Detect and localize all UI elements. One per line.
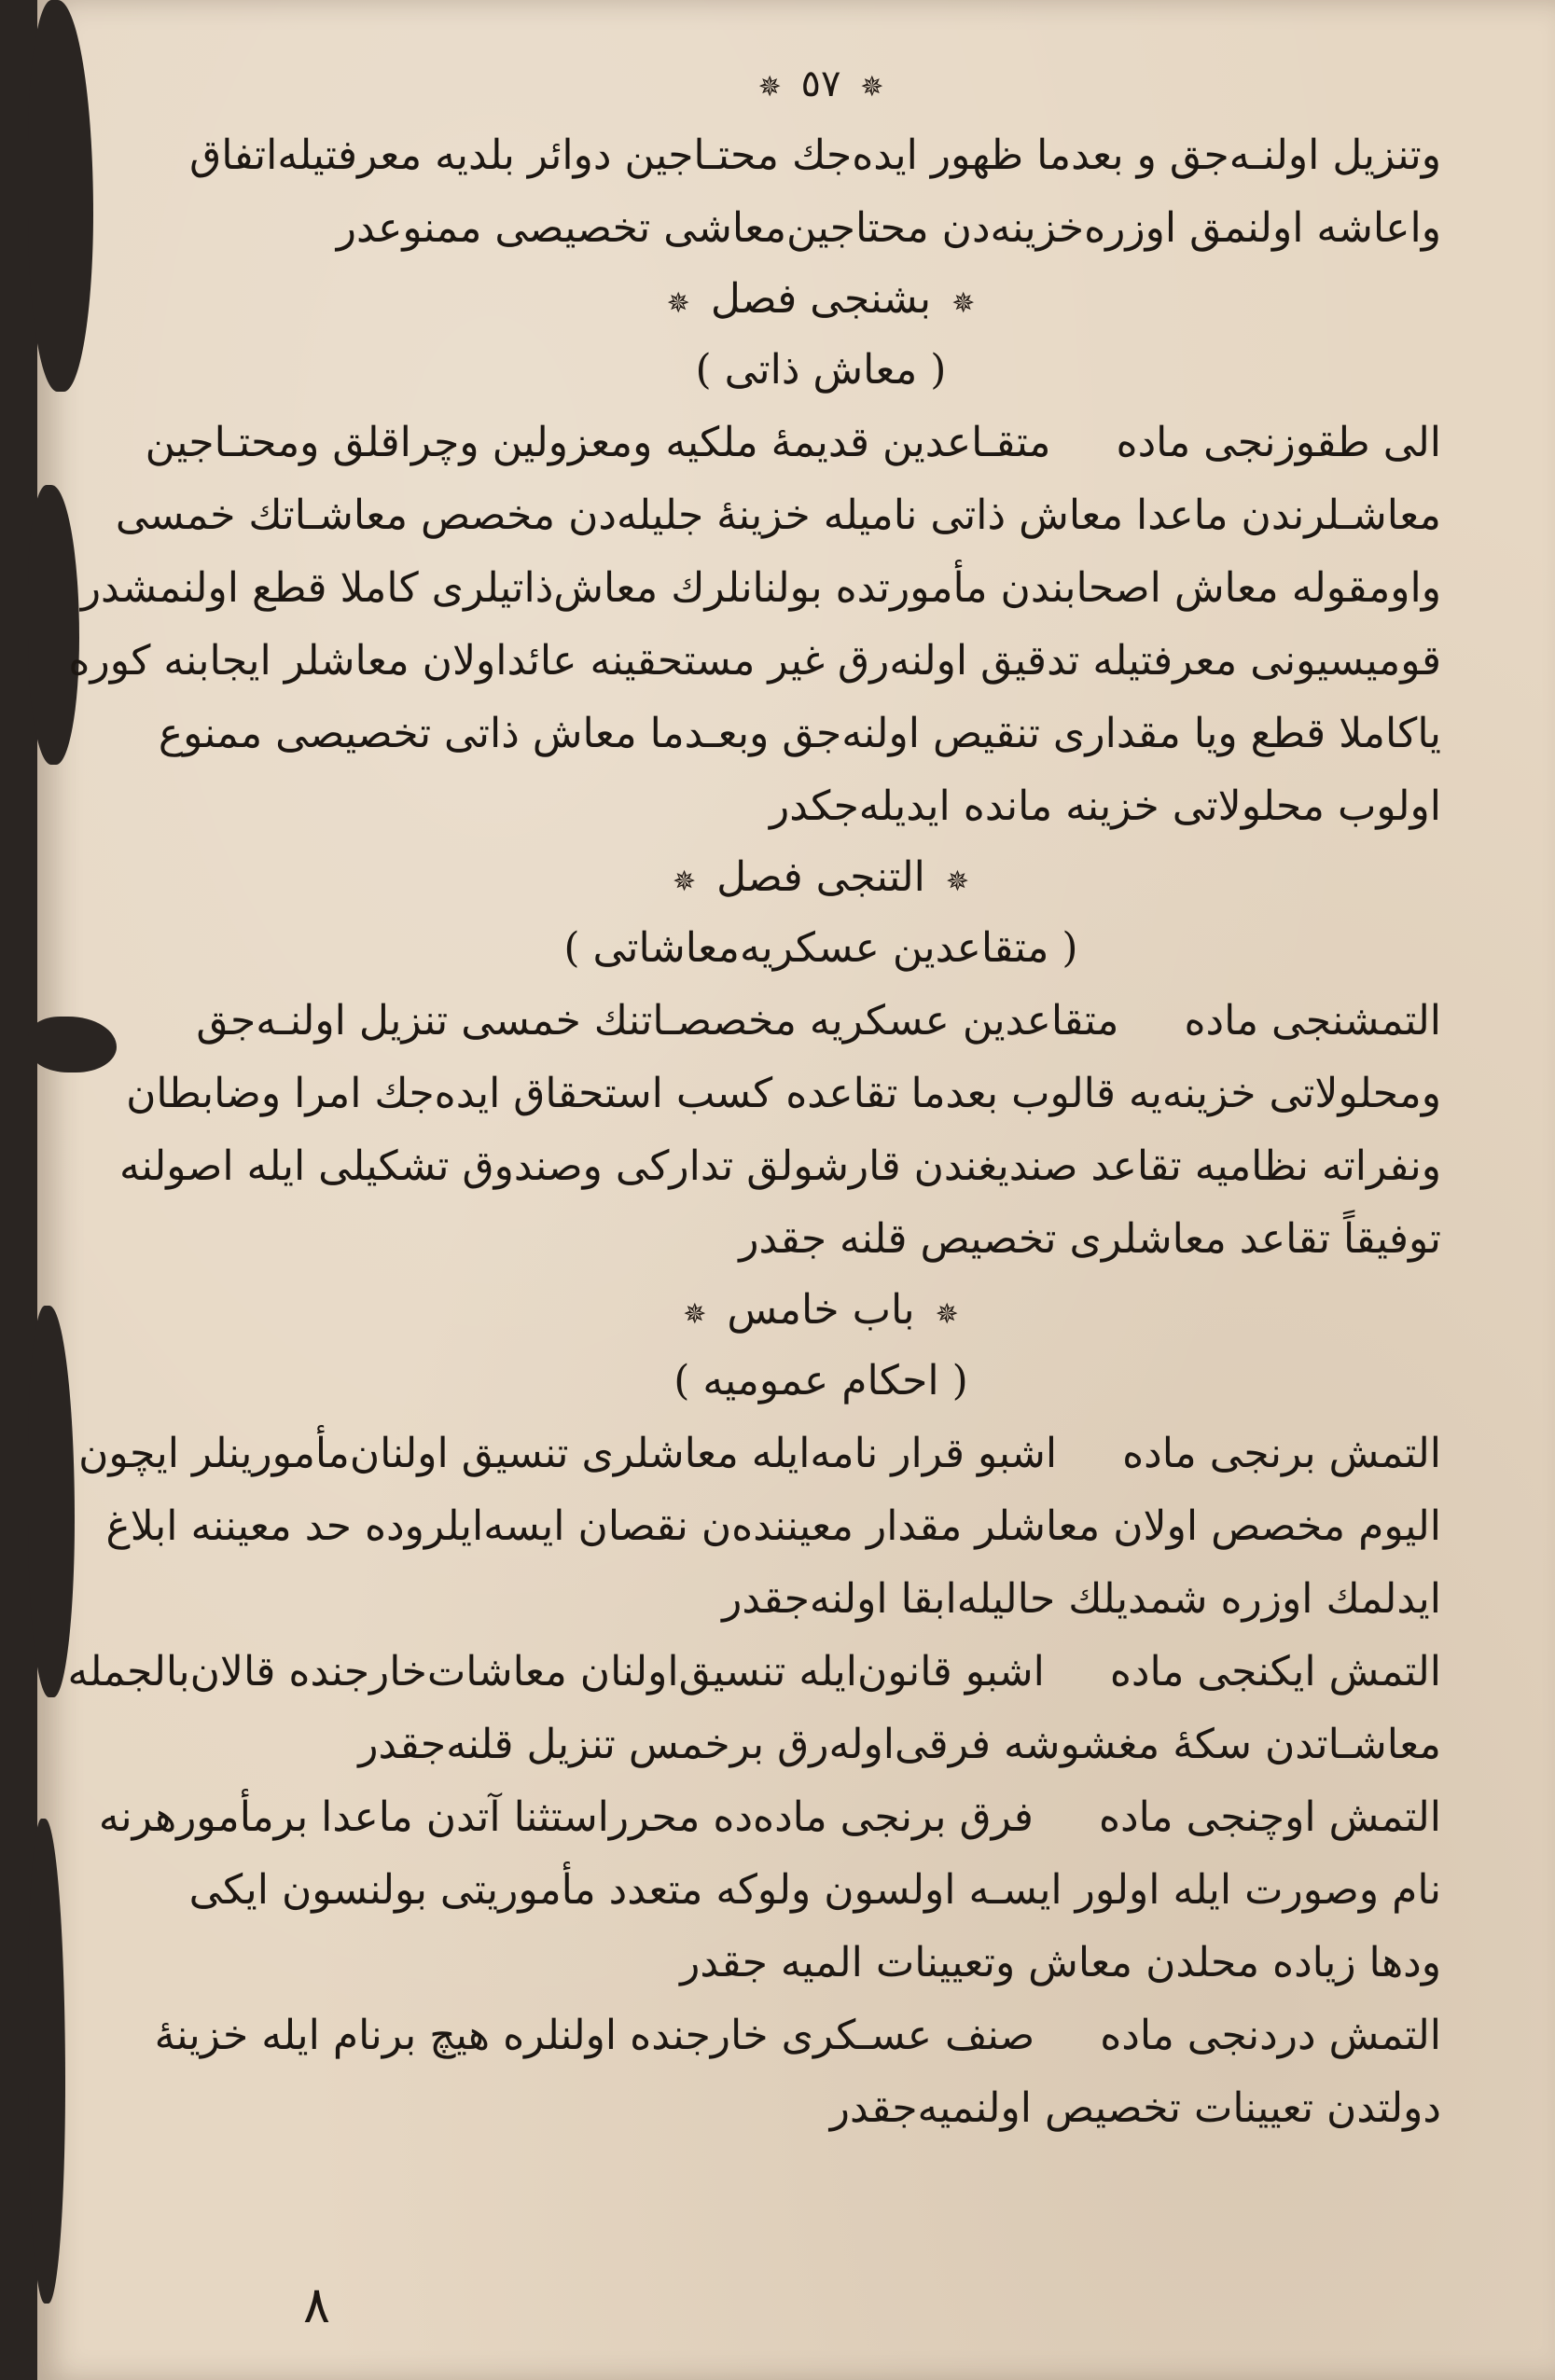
star-ornament-icon: ✵ (945, 865, 970, 898)
article-line (145, 407, 1441, 479)
article-number: التمش ايكنجى ماده (1109, 1648, 1441, 1695)
star-ornament-icon: ✵ (757, 71, 782, 104)
star-ornament-icon: ✵ (683, 1298, 707, 1331)
article-number: التمش برنجى ماده (1122, 1430, 1441, 1477)
text-line: ياكاملا قطع ويا مقدارى تنقيص اولنه‌جق وبعـدما معاش ذاتى تخصيصى ممنوع (158, 710, 1441, 757)
star-ornament-icon: ✵ (672, 865, 697, 898)
page-edge-damage (28, 0, 93, 392)
section-subheading: ( متقاعدين عسكريه‌معاشاتى ) (563, 924, 1078, 972)
section-heading (201, 843, 1441, 912)
text-line: اولوب محلولاتى خزينه مانده ايديله‌جكدر (769, 782, 1441, 830)
document-body (67, 56, 1441, 2145)
article-text: صنف عسـكرى خارجنده اولنلره هيچ برنام ايله خزينهٔ (154, 2012, 1035, 2059)
article-number: الى طقوزنجى ماده (1116, 419, 1441, 466)
article-text: اشبو قانون‌ايله تنسيق‌اولنان معاشات‌خارجنده قالان‌بالجمله (67, 1648, 1045, 1695)
article-text: فرق برنجى ماده‌ده محرراستثنا آتدن ماعدا برمأمورهرنه (98, 1793, 1034, 1841)
text-line: ودها زياده محلدن معاش وتعيينات الميه جقدر (680, 1939, 1441, 1986)
text-line: ايدلمك اوزره شمديلك حاليله‌ابقا اولنه‌جقدر (722, 1575, 1441, 1623)
text-line: واومقوله معاش اصحابندن مأمورتده بولنانلرك معاش‌ذاتيلرى كاملا قطع اولنمشدر (80, 564, 1441, 612)
section-heading-label: بشنجى فصل (710, 275, 932, 323)
article-line (196, 985, 1441, 1058)
article-number: التمش اوچنجى ماده (1098, 1793, 1441, 1841)
text-line: قوميسيونى معرفتيله تدقيق اولنه‌رق غير مستحقينه عائداولان معاشلر ايجابنه كوره (68, 637, 1441, 685)
star-ornament-icon: ✵ (951, 287, 976, 320)
page-number-top (201, 56, 1441, 112)
article-line (78, 1418, 1441, 1490)
article-text: متقاعدين عسكريه مخصصـاتنك خمسى تنزيل اولنـه‌جق (196, 997, 1119, 1045)
text-line: وتنزيل اولنـه‌جق و بعدما ظهور ايده‌جك محتـاجين دوائر بلديه معرفتيله‌اتفاق (189, 131, 1441, 179)
section-heading (201, 1276, 1441, 1345)
text-line: توفيقاً تقاعد معاشلرى تخصيص قلنه جقدر (739, 1215, 1441, 1263)
text-line: واعاشه اولنمق اوزره‌خزينه‌دن محتاجين‌معاشى تخصيصى ممنوعدر (336, 204, 1441, 252)
star-ornament-icon: ✵ (935, 1298, 959, 1331)
article-line (67, 1636, 1441, 1709)
section-subheading: ( احكام عموميه ) (673, 1357, 968, 1404)
page-number-label: ٥٧ (800, 62, 841, 105)
article-text: متقـاعدين قديمهٔ ملكيه ومعزولين وچراقلق ومحتـاجين (145, 419, 1051, 466)
star-ornament-icon: ✵ (860, 71, 884, 104)
page-edge-damage (28, 1819, 65, 2304)
text-line: معاشـلرندن ماعدا معاش ذاتى ناميله خزينهٔ جليله‌دن مخصص معاشـاتك خمسى (115, 491, 1441, 539)
page-sheet (37, 0, 1555, 2380)
star-ornament-icon: ✵ (666, 287, 690, 320)
section-heading-label: التنجى فصل (716, 853, 925, 901)
text-line: نام وصورت ايله اولور ايسـه اولسون ولوكه متعدد مأموريتى بولنسون ايكى (188, 1866, 1441, 1914)
section-heading (201, 265, 1441, 334)
article-line (98, 1781, 1441, 1854)
section-subheading: ( معاش ذاتى ) (695, 346, 947, 394)
text-line: ومحلولاتى خزينه‌يه قالوب بعدما تقاعده كسب استحقاق ايده‌جك امرا وضابطان (126, 1070, 1441, 1117)
page-edge-damage (28, 1017, 117, 1072)
text-line: اليوم مخصص اولان معاشلر مقدار معيننده‌ن نقصان ايسه‌ايلروده حد معيننه ابلاغ (105, 1502, 1441, 1550)
article-number: التمشنجى ماده (1184, 997, 1441, 1045)
section-heading-label: باب خامس (727, 1286, 915, 1334)
page-footer-number: ٨ (303, 2276, 331, 2334)
article-line (154, 1999, 1441, 2072)
article-text: اشبو قرار نامه‌ايله معاشلرى تنسيق اولنان‌مأمورينلر ايچون (78, 1430, 1058, 1477)
text-line: معاشـاتدن سكهٔ مغشوشه فرقى‌اوله‌رق برخمس تنزيل قلنه‌جقدر (358, 1721, 1441, 1768)
text-line: ونفراته نظاميه تقاعد صنديغندن قارشولق تداركى وصندوق تشكيلى ايله اصولنه (118, 1142, 1441, 1190)
text-line: دولتدن تعيينات تخصيص اولنميه‌جقدر (829, 2084, 1441, 2132)
article-number: التمش دردنجى ماده (1100, 2012, 1441, 2059)
